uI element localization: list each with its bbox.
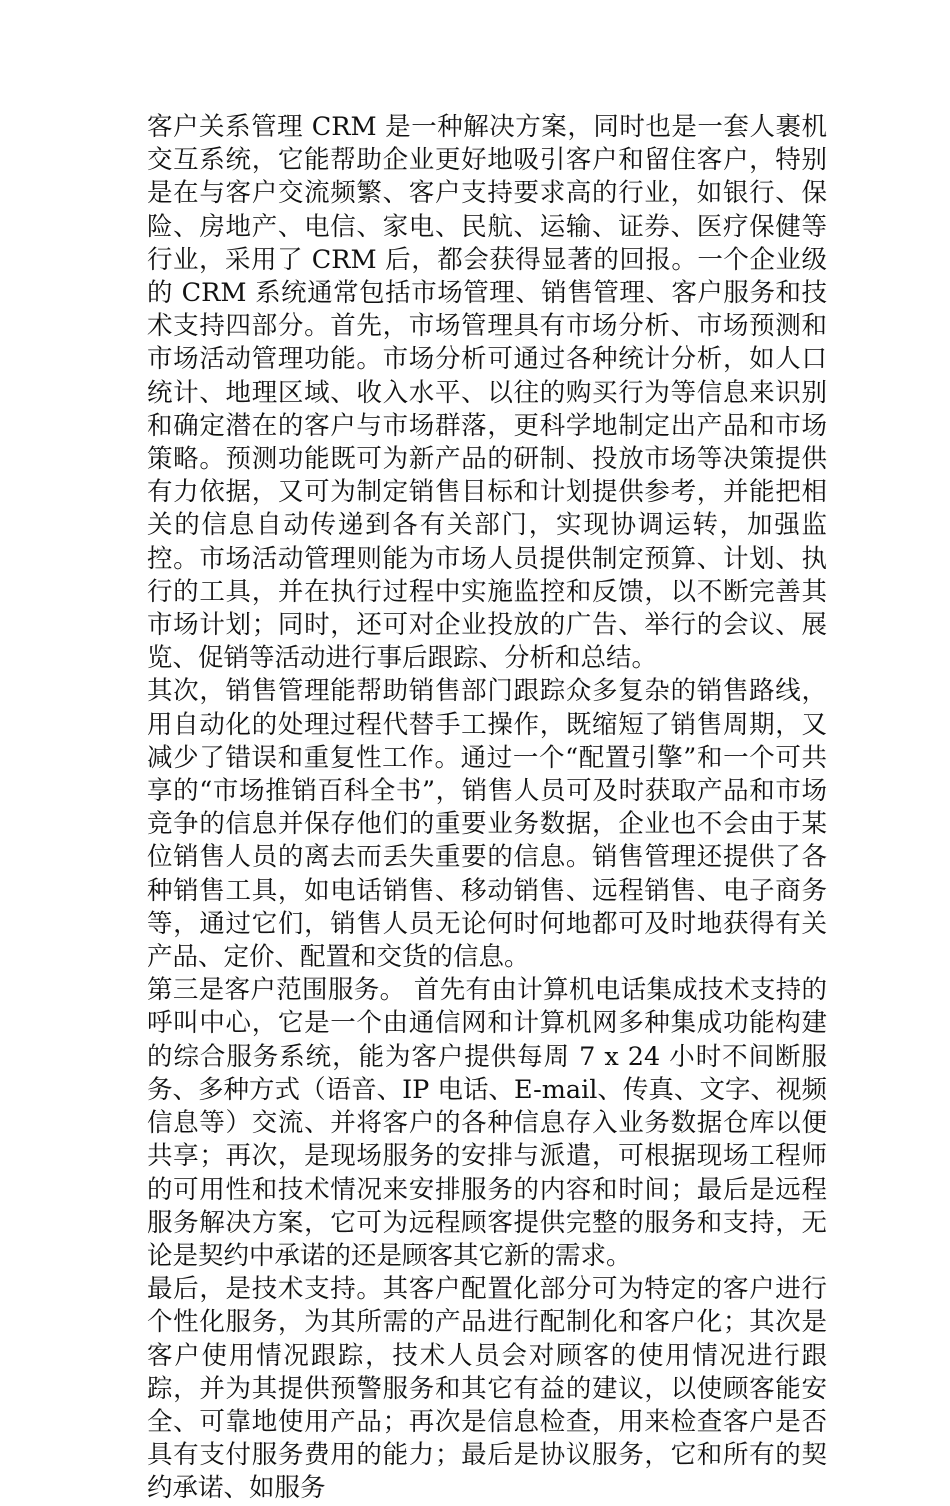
paragraph-technical-support: 最后，是技术支持。其客户配置化部分可为特定的客户进行个性化服务，为其所需的产品进行配制化和客户化；其次是客户使用情况跟踪，技术人员会对顾客的使用情况进行跟踪，并为其提供预警服务和其它有益的建议，以使顾客能安全、可靠地使用产品；再次是信息检查，用来检查客户是否具有支付服务费用的能力；最后是协议服务，它和所有的契约承诺、如服务: [147, 1274, 827, 1504]
paragraph-intro-crm: 客户关系管理 CRM 是一种解决方案，同时也是一套人裹机交互系统，它能帮助企业更好地吸引客户和留住客户，特别是在与客户交流频繁、客户支持要求高的行业，如银行、保险、房地产、电信、家电、民航、运输、证券、医疗保健等行业，采用了 CRM 后，都会获得显著的回报。一个企业级的 CRM 系统通常包括市场管理、销售管理、客户服务和技术支持四部分。首先，市场管理具有市场分析、市场预测和市场活动管理功能。市场分析可通过各种统计分析，如人口统计、地理区域、收入水平、以往的购买行为等信息来识别和确定潜在的客户与市场群落，更科学地制定出产品和市场策略。预测功能既可为新产品的研制、投放市场等决策提供有力依据，又可为制定销售目标和计划提供参考，并能把相关的信息自动传递到各有关部门，实现协调运转，加强监控。市场活动管理则能为市场人员提供制定预算、计划、执行的工具，并在执行过程中实施监控和反馈，以不断完善其市场计划；同时，还可对企业投放的广告、举行的会议、展览、促销等活动进行事后跟踪、分析和总结。: [147, 112, 827, 674]
paragraph-sales-management: 其次，销售管理能帮助销售部门跟踪众多复杂的销售路线，用自动化的处理过程代替手工操作，既缩短了销售周期，又减少了错误和重复性工作。通过一个“配置引擎”和一个可共享的“市场推销百科全书”，销售人员可及时获取产品和市场竞争的信息并保存他们的重要业务数据，企业也不会由于某位销售人员的离去而丢失重要的信息。销售管理还提供了各种销售工具，如电话销售、移动销售、远程销售、电子商务等，通过它们，销售人员无论何时何地都可及时地获得有关产品、定价、配置和交货的信息。: [147, 676, 827, 973]
paragraph-customer-service: 第三是客户范围服务。 首先有由计算机电话集成技术支持的呼叫中心，它是一个由通信网和计算机网多种集成功能构建的综合服务系统，能为客户提供每周 7 x 24 小时不间断服务、多种方式（语音、IP 电话、E-mail、传真、文字、视频信息等）交流、并将客户的各种信息存入业务数据仓库以便共享；再次，是现场服务的安排与派遣，可根据现场工程师的可用性和技术情况来安排服务的内容和时间；最后是远程服务解决方案，它可为远程顾客提供完整的服务和支持，无论是契约中承诺的还是顾客其它新的需求。: [147, 975, 827, 1271]
document-body: [147, 111, 827, 1506]
